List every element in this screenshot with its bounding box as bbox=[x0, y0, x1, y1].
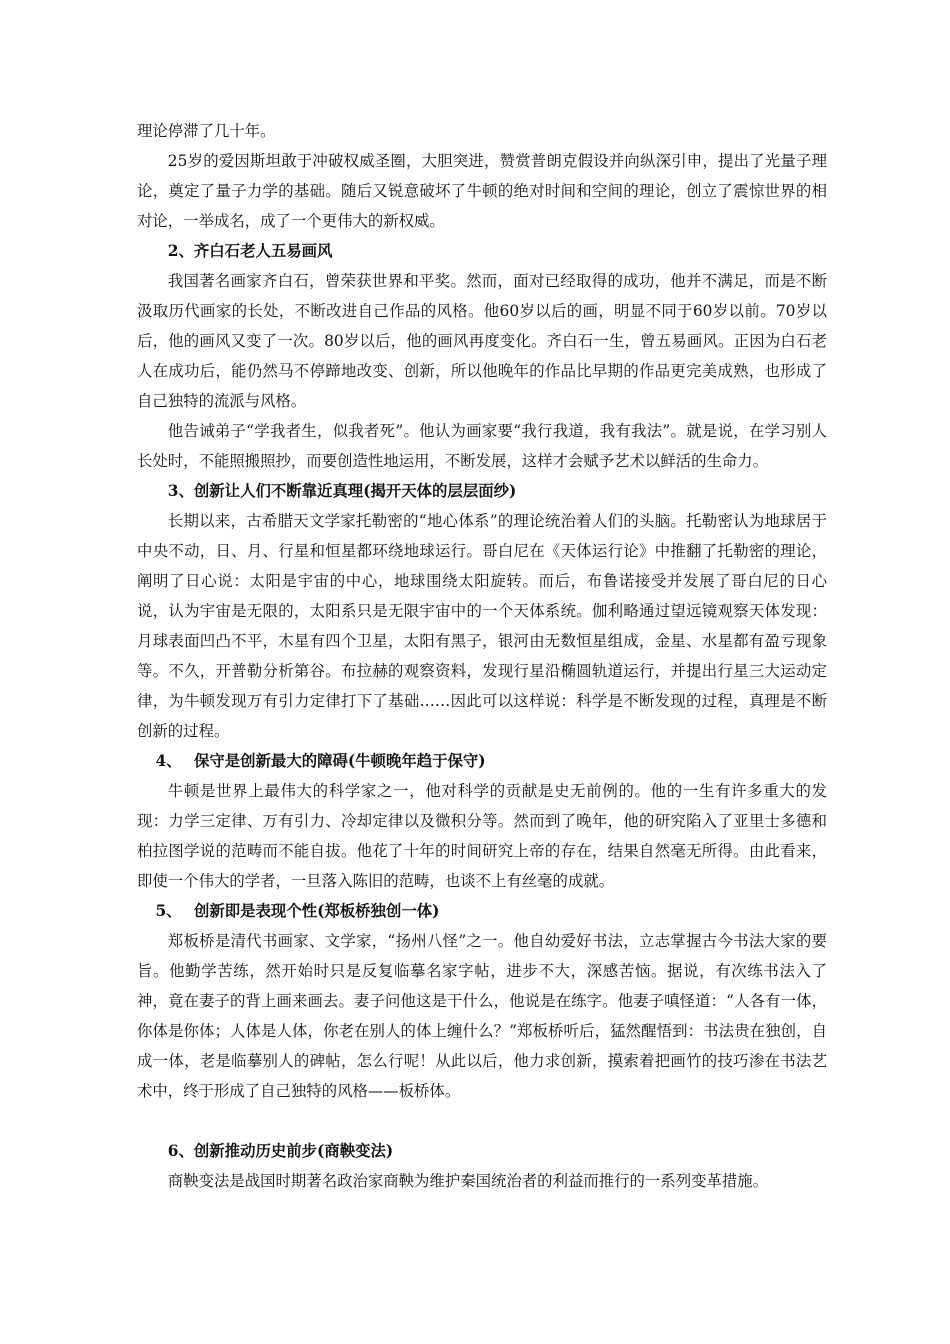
section-title-4: 保守是创新最大的障碍(牛顿晚年趋于保守) bbox=[193, 752, 486, 770]
section-heading-2: 2、齐白石老人五易画风 bbox=[167, 242, 333, 260]
section-heading-4 bbox=[137, 746, 827, 776]
paragraph-newton: 牛顿是世界上最伟大的科学家之一，他对科学的贡献是史无前例的。他的一生有许多重大的发现：力学三定律、万有引力、冷却定律以及微积分等。然而到了晚年，他的研究陷入了亚里士多德和柏拉图学说的范畴而不能自拔。他花了十年的时间研究上帝的存在，结果自然毫无所得。由此看来，即使一个伟大的学者，一旦落入陈旧的范畴，也谈不上有丝毫的成就。 bbox=[137, 782, 827, 890]
section-title-5: 创新即是表现个性(郑板桥独创一体) bbox=[193, 902, 440, 920]
section-heading-5 bbox=[137, 896, 827, 926]
document-page bbox=[137, 116, 827, 1196]
section-heading-6: 6、创新推动历史前步(商鞅变法) bbox=[167, 1142, 394, 1160]
paragraph-qi-baishi-advice: 他告诫弟子“学我者生，似我者死”。他认为画家要“我行我道，我有我法”。就是说，在学习别人长处时，不能照搬照抄，而要创造性地运用，不断发展，这样才会赋予艺术以鲜活的生命力。 bbox=[137, 422, 827, 470]
paragraph-shang-yang: 商鞅变法是战国时期著名政治家商鞅为维护秦国统治者的利益而推行的一系列变革措施。 bbox=[167, 1172, 769, 1190]
section-heading-3: 3、创新让人们不断靠近真理(揭开天体的层层面纱) bbox=[167, 482, 517, 500]
paragraph-zheng-banqiao: 郑板桥是清代书画家、文学家，“扬州八怪”之一。他自幼爱好书法，立志掌握古今书法大家的要旨。他勤学苦练，然开始时只是反复临摹名家字帖，进步不大，深感苦恼。据说，有次练书法入了神，竟在妻子的背上画来画去。妻子问他这是干什么，他说是在练字。他妻子嗔怪道：“人各有一体，你体是你体；人体是人体，你老在别人的体上缠什么？”郑板桥听后，猛然醒悟到：书法贵在独创，自成一体，老是临摹别人的碑帖，怎么行呢！从此以后，他力求创新，摸索着把画竹的技巧渗在书法艺术中，终于形成了自己独特的风格——板桥体。 bbox=[137, 932, 827, 1100]
paragraph-einstein: 25岁的爱因斯坦敢于冲破权威圣圈，大胆突进，赞赏普朗克假设并向纵深引申，提出了光量子理论，奠定了量子力学的基础。随后又锐意破坏了牛顿的绝对时间和空间的理论，创立了震惊世界的相对论，一举成名，成了一个更伟大的新权威。 bbox=[137, 152, 827, 230]
blank-line bbox=[137, 1106, 827, 1136]
paragraph-qi-baishi: 我国著名画家齐白石，曾荣获世界和平奖。然而，面对已经取得的成功，他并不满足，而是不断汲取历代画家的长处，不断改进自己作品的风格。他60岁以后的画，明显不同于60岁以前。70岁以后，他的画风又变了一次。80岁以后，他的画风再度变化。齐白石一生，曾五易画风。正因为白石老人在成功后，能仍然马不停蹄地改变、创新，所以他晚年的作品比早期的作品更完美成熟，也形成了自己独特的流派与风格。 bbox=[137, 272, 827, 410]
paragraph-continuation: 理论停滞了几十年。 bbox=[137, 122, 276, 140]
paragraph-celestial: 长期以来，古希腊天文学家托勒密的“地心体系”的理论统治着人们的头脑。托勒密认为地球居于中央不动，日、月、行星和恒星都环绕地球运行。哥白尼在《天体运行论》中推翻了托勒密的理论，阐明了日心说：太阳是宇宙的中心，地球围绕太阳旋转。而后，布鲁诺接受并发展了哥白尼的日心说，认为宇宙是无限的，太阳系只是无限宇宙中的一个天体系统。伽利略通过望远镜观察天体发现：月球表面凹凸不平，木星有四个卫星，太阳有黑子，银河由无数恒星组成，金星、水星都有盈亏现象等。不久，开普勒分析第谷。布拉赫的观察资料，发现行星沿椭圆轨道运行，并提出行星三大运动定律，为牛顿发现万有引力定律打下了基础……因此可以这样说：科学是不断发现的过程，真理是不断创新的过程。 bbox=[137, 512, 827, 740]
section-number-5: 5、 bbox=[155, 902, 182, 920]
section-number-4: 4、 bbox=[155, 752, 182, 770]
